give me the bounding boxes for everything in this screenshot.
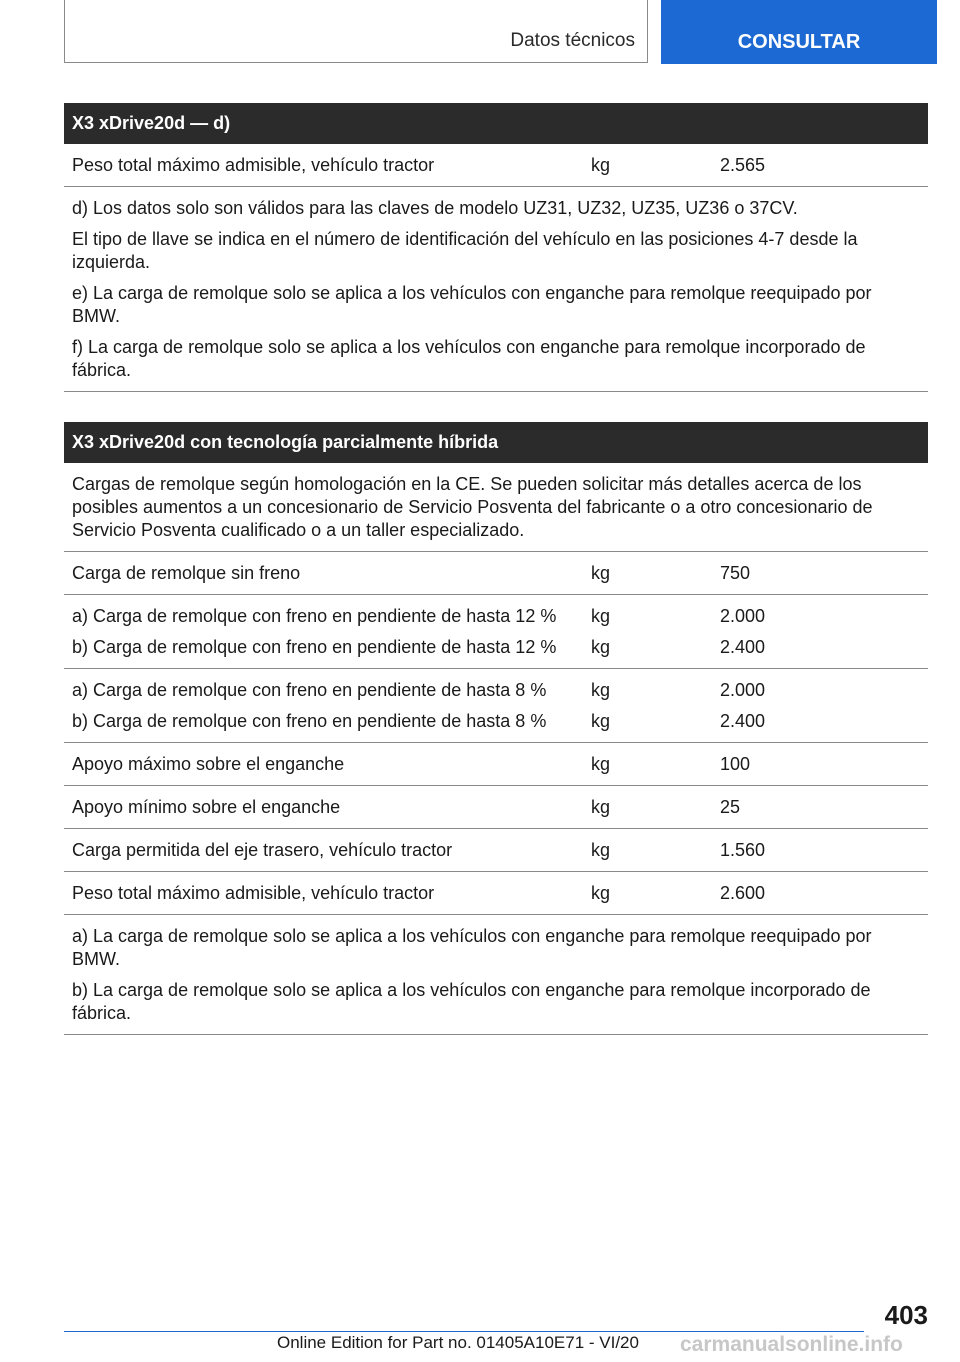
row-value: 1.560 — [712, 829, 928, 872]
row-label: Apoyo mínimo sobre el enganche — [64, 786, 583, 829]
footnote: d) Los datos solo son válidos para las claves de modelo UZ31, UZ32, UZ35, UZ36 o 37CV. — [72, 198, 798, 218]
row-unit: kg — [583, 872, 712, 915]
footnote: El tipo de llave se indica en el número de identificación del vehículo en las posiciones 4-7 desde la izquierda. — [72, 229, 858, 272]
row-unit: kg — [583, 829, 712, 872]
footnotes-row — [64, 187, 928, 392]
row-label: Peso total máximo admisible, vehículo tractor — [64, 144, 583, 187]
table-row — [64, 786, 928, 829]
footnotes — [64, 187, 928, 392]
row-label: Carga permitida del eje trasero, vehículo tractor — [64, 829, 583, 872]
value-line: 2.000 — [720, 606, 766, 626]
watermark: carmanualsonline.info — [680, 1333, 903, 1356]
row-unit: kg — [583, 144, 712, 187]
footnotes-row — [64, 915, 928, 1035]
footer-divider — [64, 1331, 864, 1332]
label-line: b) Carga de remolque con freno en pendiente de hasta 8 % — [72, 711, 547, 731]
label-line: b) Carga de remolque con freno en pendiente de hasta 12 % — [72, 637, 557, 657]
section-title: Datos técnicos — [510, 30, 635, 51]
row-value: 100 — [712, 743, 928, 786]
value-line: 2.400 — [720, 637, 766, 657]
unit-line: kg — [591, 680, 611, 700]
footnote: a) La carga de remolque solo se aplica a los vehículos con enganche para remolque reequipado por BMW. — [72, 926, 872, 969]
footnote: b) La carga de remolque solo se aplica a los vehículos con enganche para remolque incorporado de fábrica. — [72, 980, 871, 1023]
row-unit: kg — [583, 743, 712, 786]
table-row — [64, 144, 928, 187]
value-line: 2.400 — [720, 711, 766, 731]
footnotes — [64, 915, 928, 1035]
row-value: 2.565 — [712, 144, 928, 187]
table-intro: Cargas de remolque según homologación en la CE. Se pueden solicitar más detalles acerca de los posibles aumentos a un concesionario de Servicio Posventa del fabricante o a otro concesionario de Servicio Posventa cualificado o a un taller especializado. — [64, 463, 928, 552]
label-line: a) Carga de remolque con freno en pendiente de hasta 12 % — [72, 606, 557, 626]
row-unit — [583, 669, 712, 743]
unit-line: kg — [591, 711, 611, 731]
row-label — [64, 595, 583, 669]
table-title-row — [64, 422, 928, 463]
row-label — [64, 669, 583, 743]
value-line: 2.000 — [720, 680, 766, 700]
table-row — [64, 829, 928, 872]
row-label: Peso total máximo admisible, vehículo tractor — [64, 872, 583, 915]
intro-row — [64, 463, 928, 552]
table-row — [64, 743, 928, 786]
table-title: X3 xDrive20d — d) — [64, 103, 928, 144]
table-title-row — [64, 103, 928, 144]
footnote: f) La carga de remolque solo se aplica a los vehículos con enganche para remolque incorporado de fábrica. — [72, 337, 866, 380]
page-content — [64, 103, 928, 1035]
row-value: 25 — [712, 786, 928, 829]
label-line: a) Carga de remolque con freno en pendiente de hasta 8 % — [72, 680, 547, 700]
table-row — [64, 872, 928, 915]
table-row — [64, 552, 928, 595]
row-value — [712, 595, 928, 669]
edition-info: Online Edition for Part no. 01405A10E71 - VI/20 — [277, 1333, 639, 1352]
row-label: Apoyo máximo sobre el enganche — [64, 743, 583, 786]
spec-table-xdrive20d — [64, 103, 928, 392]
consultar-tab[interactable]: CONSULTAR — [661, 0, 937, 64]
row-unit: kg — [583, 786, 712, 829]
table-row — [64, 669, 928, 743]
unit-line: kg — [591, 606, 611, 626]
unit-line: kg — [591, 637, 611, 657]
footnote: e) La carga de remolque solo se aplica a los vehículos con enganche para remolque reequipado por BMW. — [72, 283, 872, 326]
row-value — [712, 669, 928, 743]
page-number: 403 — [884, 1300, 928, 1330]
row-label: Carga de remolque sin freno — [64, 552, 583, 595]
row-unit: kg — [583, 552, 712, 595]
spec-table-xdrive20d-mild-hybrid — [64, 422, 928, 1035]
row-value: 2.600 — [712, 872, 928, 915]
table-row — [64, 595, 928, 669]
row-unit — [583, 595, 712, 669]
row-value: 750 — [712, 552, 928, 595]
table-title: X3 xDrive20d con tecnología parcialmente híbrida — [64, 422, 928, 463]
